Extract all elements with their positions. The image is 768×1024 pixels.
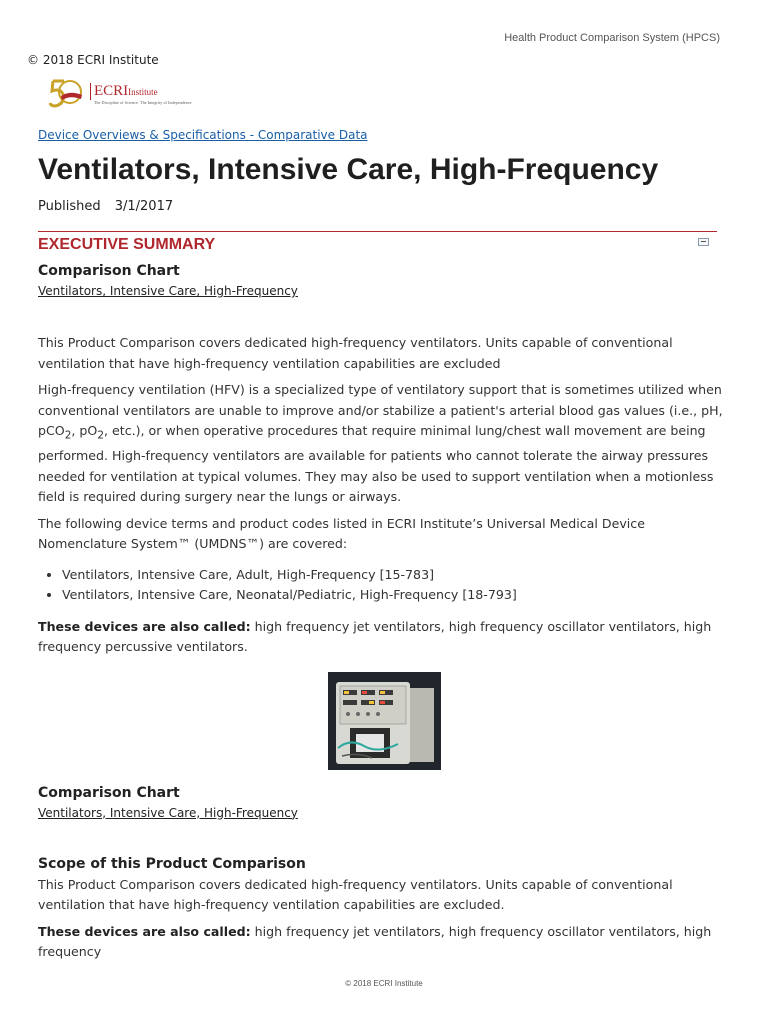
- logo-tagline: The Discipline of Science. The Integrity of Independence.: [94, 100, 193, 105]
- logo-wordmark: ECRIInstitute: [90, 83, 193, 100]
- comparison-chart-link[interactable]: Ventilators, Intensive Care, High-Frequency: [38, 284, 298, 298]
- comparison-chart-heading-2: Comparison Chart: [38, 784, 180, 801]
- published-row: [38, 199, 730, 214]
- footer-copyright: © 2018 ECRI Institute: [345, 979, 423, 988]
- breadcrumb-link[interactable]: Device Overviews & Specifications - Comparative Data: [38, 128, 368, 142]
- umdns-paragraph: The following device terms and product codes listed in ECRI Institute’s Universal Medical Device Nomenclature System™ (UMDNS™) are covered:: [38, 515, 645, 552]
- published-date: 3/1/2017: [114, 199, 174, 214]
- intro-paragraph: This Product Comparison covers dedicated high-frequency ventilators. Units capable of conventional ventilation that have high-frequency ventilation capabilities are excluded: [38, 335, 673, 371]
- fifty-years-logo-icon: [48, 78, 88, 110]
- executive-summary-title: EXECUTIVE SUMMARY: [38, 236, 216, 253]
- comparison-chart-link-2[interactable]: Ventilators, Intensive Care, High-Frequency: [38, 805, 298, 820]
- copyright-top: © 2018 ECRI Institute: [27, 53, 159, 67]
- main-content: [38, 124, 730, 963]
- executive-summary-header: [38, 234, 717, 256]
- ventilator-image: [328, 672, 441, 770]
- section-divider: [38, 231, 717, 232]
- also-called-paragraph-2: These devices are also called: high frequency jet ventilators, high frequency oscillator ventilators, high frequency: [38, 923, 712, 960]
- terms-list: [38, 565, 730, 605]
- list-item: • Ventilators, Intensive Care, Neonatal/Pediatric, High-Frequency [18-793]: [62, 585, 730, 605]
- also-called-label: These devices are also called:: [38, 618, 251, 634]
- also-called-label-2: These devices are also called:: [38, 923, 251, 939]
- collapse-icon[interactable]: [698, 238, 709, 246]
- scope-paragraph: This Product Comparison covers dedicated high-frequency ventilators. Units capable of conventional ventilation that have high-frequency ventilation capabilities are excluded.: [38, 876, 673, 913]
- figure: [38, 672, 730, 770]
- comparison-chart-heading: Comparison Chart: [38, 263, 180, 279]
- published-label: Published: [38, 199, 101, 214]
- system-name: Health Product Comparison System (HPCS): [504, 32, 720, 44]
- hfv-paragraph: High-frequency ventilation (HFV) is a specialized type of ventilatory support that is sometimes utilized when conventional ventilators are unable to improve and/or stabilize a patient's arterial blood gas values (i.e., pH, pCO$_2$, $pO_2$, etc.), or when operative procedures that require minimal lung/chest wall movement are being performed. High-frequency ventilators are available for patients who cannot tolerate the airway pressures needed for ventilation at typical volumes. They may also be used to support ventilation when a motionless field is required during surgery near the lungs or airways.: [38, 382, 723, 505]
- page-title: Ventilators, Intensive Care, High-Frequency: [38, 153, 659, 186]
- scope-heading: Scope of this Product Comparison: [38, 855, 306, 872]
- list-item: • Ventilators, Intensive Care, Adult, High-Frequency [15-783]: [62, 565, 730, 585]
- also-called-paragraph: These devices are also called: high frequency jet ventilators, high frequency oscillator ventilators, high frequency percussive ventilators.: [38, 618, 712, 655]
- ecri-logo: [48, 78, 193, 110]
